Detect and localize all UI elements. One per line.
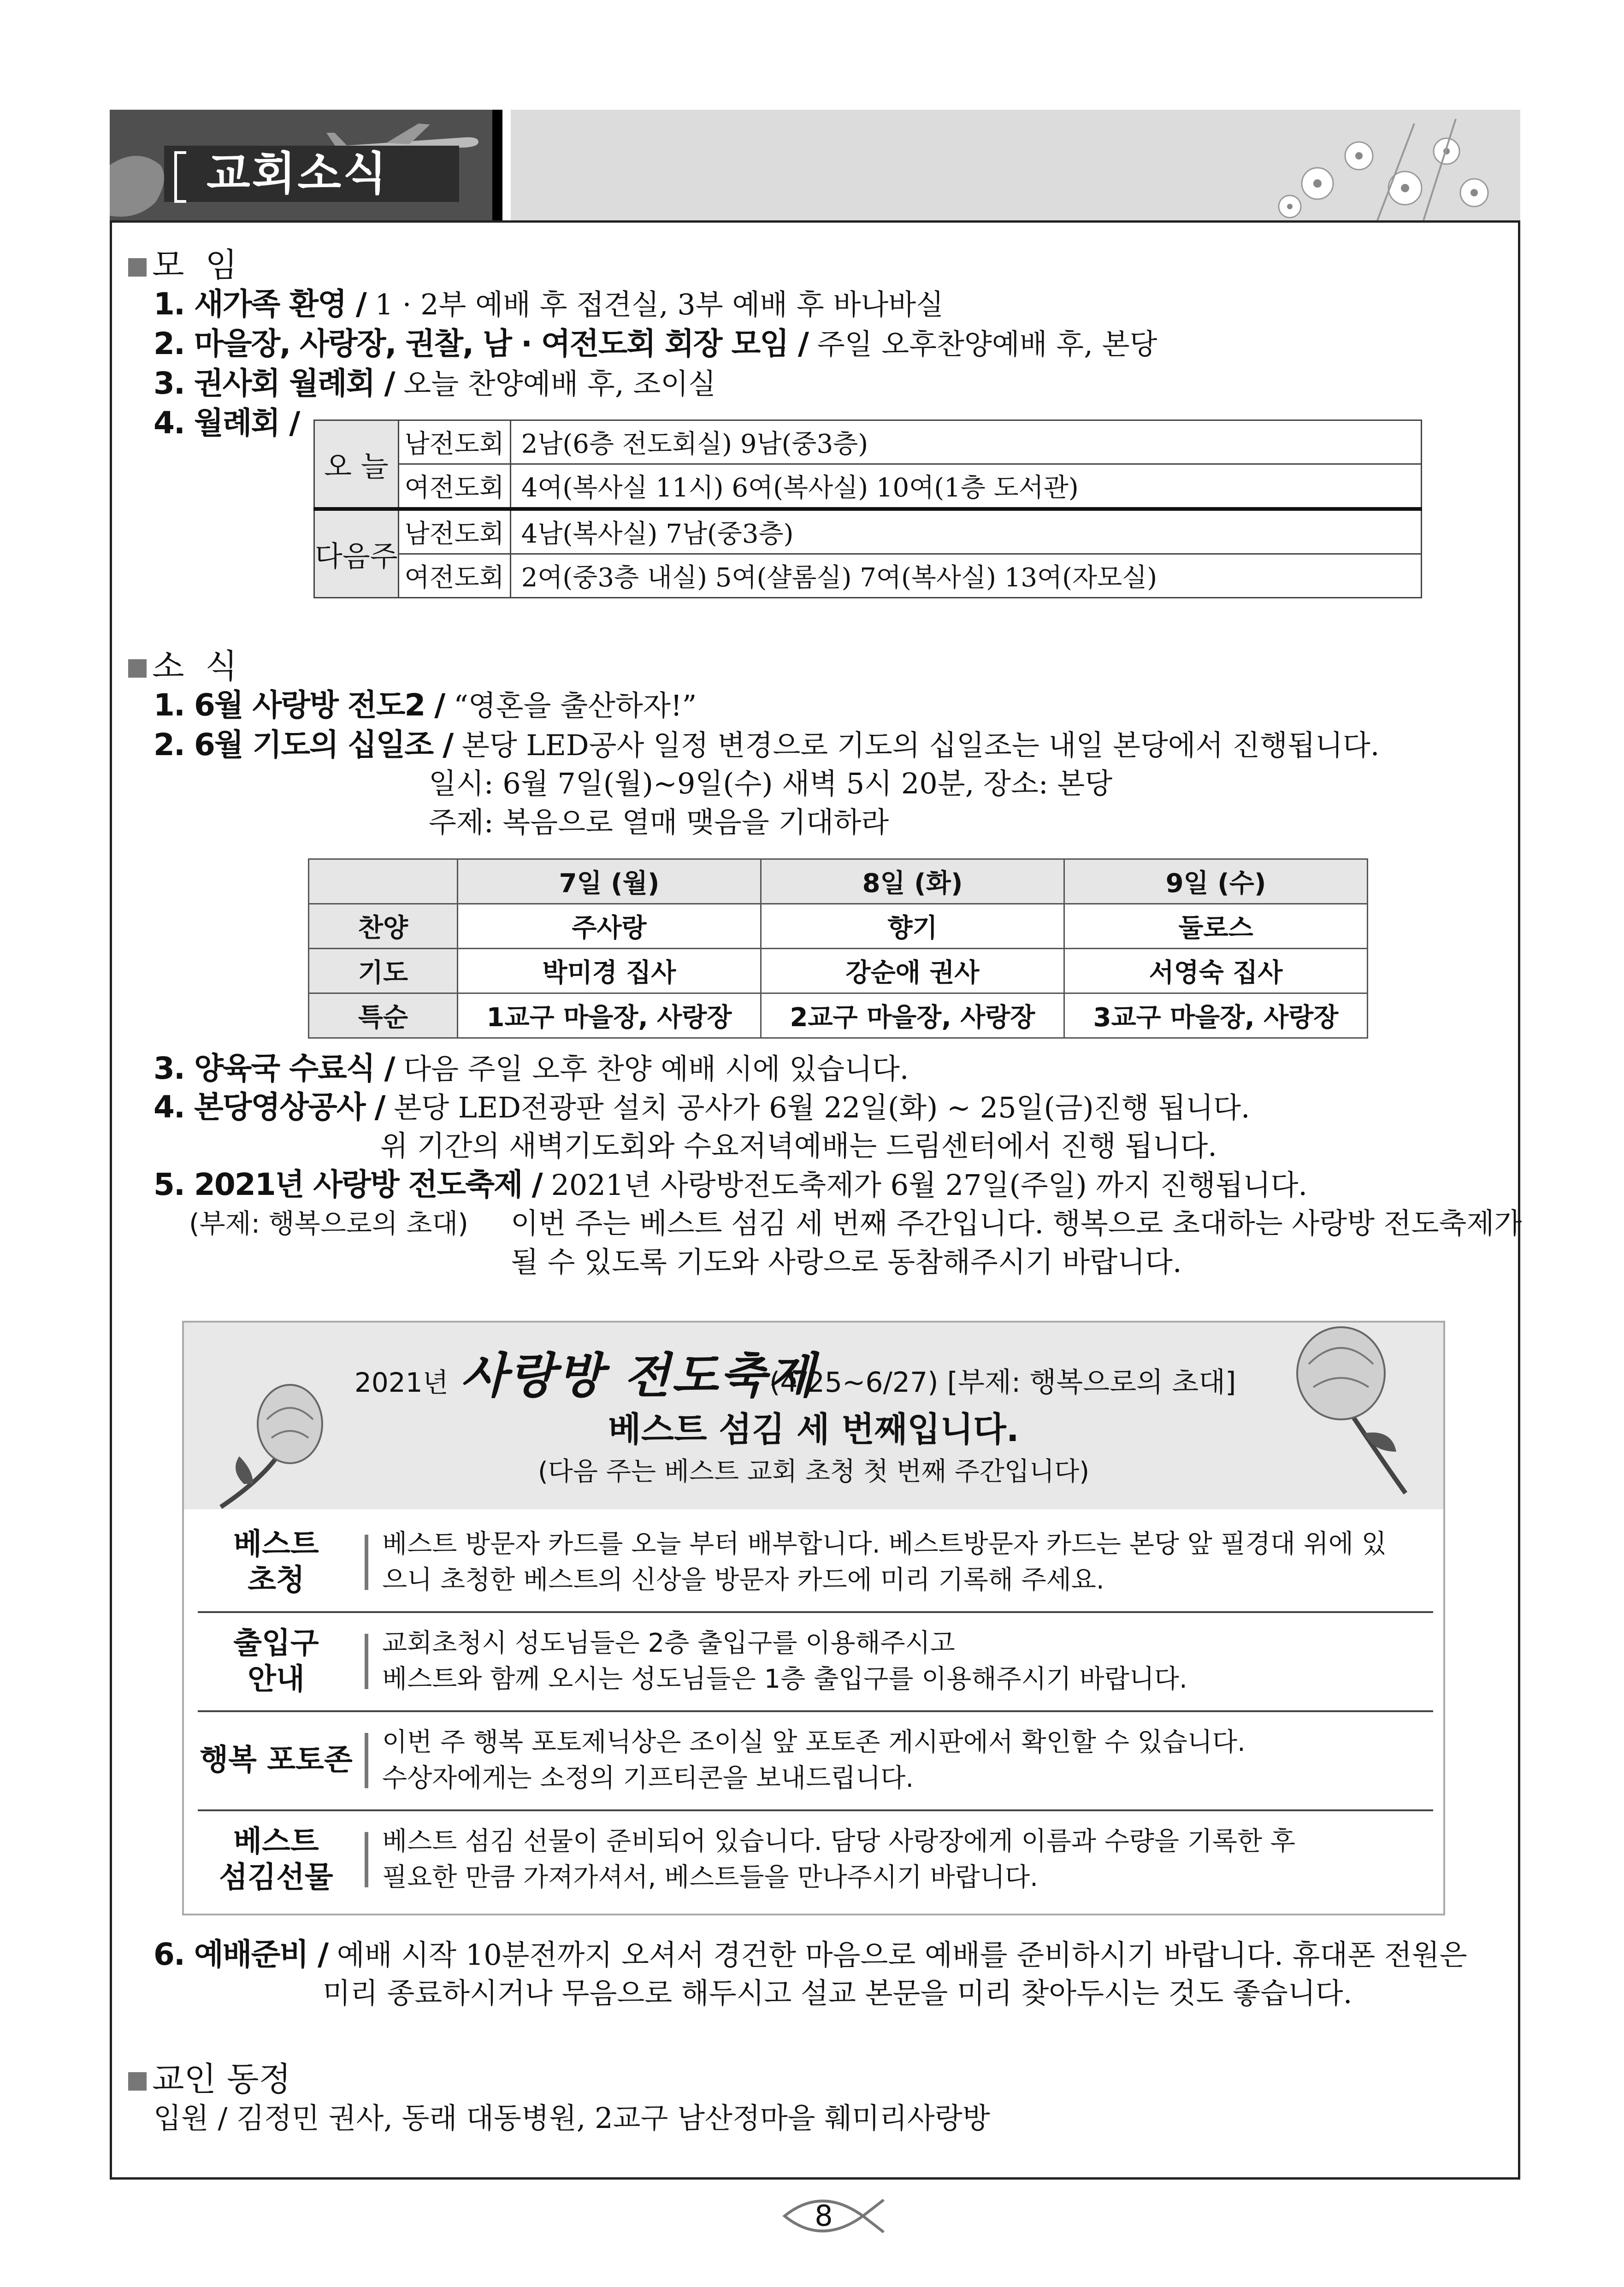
members-text: 입원 / 김정민 권사, 동래 대동병원, 2교구 남산정마을 훼미리사랑방 (154, 2101, 990, 2135)
flowers-illustration (1262, 114, 1502, 220)
row-text-2: 으니 초청한 베스트의 신상을 방문자 카드에 미리 기록해 주세요. (382, 1565, 1104, 1595)
column-header: 9일 (수) (1064, 859, 1368, 904)
row-text-2: 필요한 만큼 가져가셔서, 베스트들을 만나주시기 바랍니다. (382, 1862, 1038, 1892)
org-cell: 남전도회 (398, 420, 510, 464)
square-bullet-icon (128, 258, 147, 277)
detail-cell: 4남(복사실) 7남(중3층) (510, 509, 1421, 554)
row-rule (198, 1710, 1433, 1712)
group-cell: 다음주 (314, 509, 399, 598)
meeting-item-4: 4. 월례회 / (154, 405, 300, 441)
header-title: 교회소식 (164, 146, 459, 202)
org-cell: 여전도회 (398, 464, 510, 509)
column-header: 7일 (월) (458, 859, 761, 904)
table-cell: 강순애 권사 (761, 949, 1064, 993)
column-header: 8일 (화) (761, 859, 1064, 904)
detail-cell: 2남(6층 전도회실) 9남(중3층) (510, 420, 1421, 464)
square-bullet-icon (128, 2072, 147, 2091)
header-title-bracket (174, 151, 186, 203)
row-text-1: 베스트 섬김 선물이 준비되어 있습니다. 담당 사랑장에게 이름과 수량을 기록한 후 (382, 1826, 1295, 1856)
table-cell: 2교구 마을장, 사랑장 (761, 993, 1064, 1038)
news-item-5-line2: 이번 주는 베스트 섬김 세 번째 주간입니다. 행복으로 초대하는 사랑방 전도축제가 (511, 1206, 1522, 1240)
promo-headline: 베스트 섬김 세 번째입니다. (608, 1410, 1019, 1449)
row-divider (365, 1634, 368, 1689)
table-cell: 둘로스 (1064, 904, 1368, 949)
news-item-5: 5. 2021년 사랑방 전도축제 / 2021년 사랑방전도축제가 6월 27일(주일) 까지 진행됩니다. (154, 1167, 1308, 1202)
promo-row-gift (198, 1814, 1433, 1910)
table-cell: 3교구 마을장, 사랑장 (1064, 993, 1368, 1038)
promo-year: 2021년 (354, 1367, 449, 1398)
table-cell: 박미경 집사 (458, 949, 761, 993)
news-item-6: 6. 예배준비 / 예배 시작 10분전까지 오셔서 경건한 마음으로 예배를 준비하시기 바랍니다. 휴대폰 전원은 (154, 1937, 1467, 1972)
row-divider (365, 1832, 368, 1887)
row-rule (198, 1809, 1433, 1811)
promo-script-title: 사랑방 전도축제 (461, 1347, 816, 1404)
org-cell: 남전도회 (398, 509, 510, 554)
row-label: 행복 포토존 (200, 1743, 353, 1777)
news-item-4-line2: 위 기간의 새벽기도회와 수요저녁예배는 드림센터에서 진행 됩니다. (380, 1129, 1217, 1163)
meetings-heading: 모 임 (128, 247, 237, 284)
header-decor-panel (511, 110, 1520, 220)
table-cell: 주사랑 (458, 904, 761, 949)
row-text-1: 베스트 방문자 카드를 오늘 부터 배부합니다. 베스트방문자 카드는 본당 앞 필경대 위에 있 (382, 1529, 1387, 1559)
news-item-1: 1. 6월 사랑방 전도2 / “영혼을 출산하자!” (154, 687, 697, 723)
row-divider (365, 1733, 368, 1788)
news-item-5-sublabel: (부제: 행복으로의 초대) (189, 1208, 468, 1239)
page-number-badge (780, 2191, 886, 2243)
row-rule (198, 1611, 1433, 1613)
detail-cell: 2여(중3층 내실) 5여(샬롬실) 7여(복사실) 13여(자모실) (510, 554, 1421, 598)
news-item-4: 4. 본당영상공사 / 본당 LED전광판 설치 공사가 6월 22일(화) ~ 25일(금)진행 됩니다. (154, 1089, 1250, 1125)
page-number: 8 (815, 2199, 833, 2233)
promo-subline: (다음 주는 베스트 교회 초청 첫 번째 주간입니다) (537, 1457, 1090, 1487)
promo-row-invite (198, 1516, 1433, 1613)
group-cell: 오 늘 (314, 420, 399, 509)
detail-cell: 4여(복사실 11시) 6여(복사실) 10여(1층 도서관) (510, 464, 1421, 509)
news-item-2: 2. 6월 기도의 십일조 / 본당 LED공사 일정 변경으로 기도의 십일조는 내일 본당에서 진행됩니다. (154, 727, 1380, 762)
table-cell: 향기 (761, 904, 1064, 949)
row-header: 기도 (309, 949, 458, 993)
news-item-5-line3: 될 수 있도록 기도와 사랑으로 동참해주시기 바랍니다. (511, 1245, 1182, 1279)
news-item-3: 3. 양육국 수료식 / 다음 주일 오후 찬양 예배 시에 있습니다. (154, 1051, 909, 1086)
row-divider (365, 1535, 368, 1590)
news-heading: 소 식 (128, 648, 237, 685)
table-corner (309, 859, 458, 904)
row-header: 찬양 (309, 904, 458, 949)
promo-dates: (4/25~6/27) [부제: 행복으로의 초대] (769, 1366, 1236, 1399)
news-item-2-line2: 일시: 6월 7일(월)~9일(수) 새벽 5시 20분, 장소: 본당 (429, 767, 1113, 800)
news-item-6-line2: 미리 종료하시거나 무음으로 해두시고 설교 본문을 미리 찾아두시는 것도 좋습니다. (323, 1976, 1352, 2010)
meeting-item-3: 3. 권사회 월례회 / 오늘 찬양예배 후, 조이실 (154, 366, 716, 401)
meeting-item-2: 2. 마을장, 사랑장, 권찰, 남 · 여전도회 회장 모임 / 주일 오후찬양예배 후, 본당 (154, 326, 1157, 361)
meeting-item-1: 1. 새가족 환영 / 1 · 2부 예배 후 접견실, 3부 예배 후 바나바실 (154, 286, 944, 322)
row-text-1: 이번 주 행복 포토제닉상은 조이실 앞 포토존 게시판에서 확인할 수 있습니다. (382, 1727, 1246, 1757)
table-cell: 서영숙 집사 (1064, 949, 1368, 993)
row-label: 베스트 섬김선물 (219, 1825, 333, 1895)
header-divider (492, 110, 502, 220)
promo-row-entrance (198, 1615, 1433, 1712)
row-label: 출입구 안내 (233, 1626, 319, 1696)
members-heading: 교인 동정 (128, 2061, 291, 2098)
festival-promo-box (182, 1321, 1445, 1915)
page-header (110, 110, 1520, 220)
header-title-arrow (431, 146, 455, 202)
row-label: 베스트 초청 (233, 1527, 319, 1597)
monthly-meeting-table (313, 420, 1422, 598)
row-text-1: 교회초청시 성도님들은 2층 출입구를 이용해주시고 (382, 1628, 955, 1658)
news-item-2-line3: 주제: 복음으로 열매 맺음을 기대하라 (429, 805, 889, 839)
square-bullet-icon (128, 659, 147, 678)
table-cell: 1교구 마을장, 사랑장 (458, 993, 761, 1038)
promo-row-photozone (198, 1714, 1433, 1811)
row-text-2: 베스트와 함께 오시는 성도님들은 1층 출입구를 이용해주시기 바랍니다. (382, 1664, 1187, 1694)
row-header: 특순 (309, 993, 458, 1038)
row-text-2: 수상자에게는 소정의 기프티콘을 보내드립니다. (382, 1763, 914, 1793)
org-cell: 여전도회 (398, 554, 510, 598)
prayer-schedule-table (308, 858, 1368, 1039)
